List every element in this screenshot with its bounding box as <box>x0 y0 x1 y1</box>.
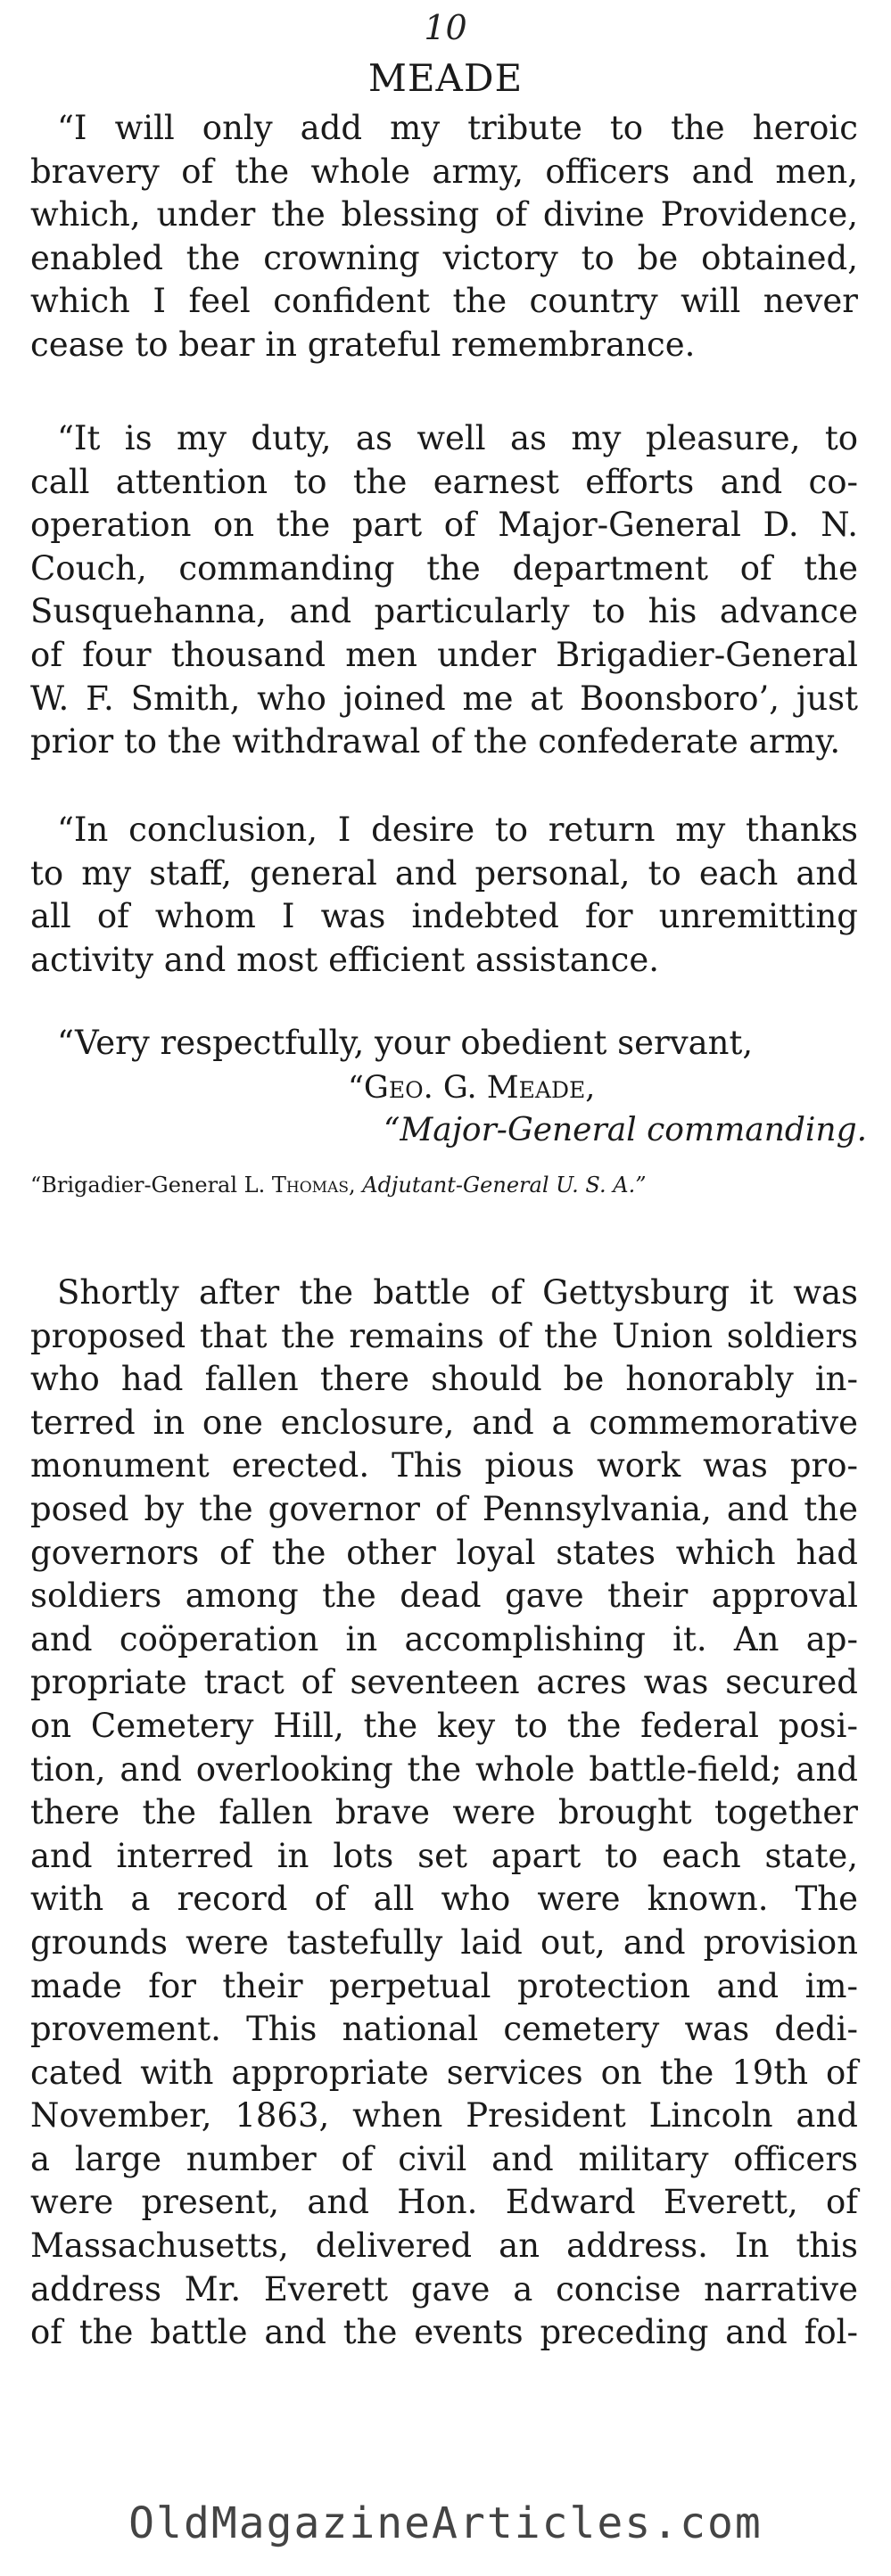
text-line: Susquehanna, and particularly to his advance <box>30 592 858 631</box>
text-line: which I feel confident the country will never <box>30 282 858 321</box>
text-line: made for their perpetual protection and im- <box>30 1966 858 2005</box>
running-header: MEADE <box>367 56 524 100</box>
text-line: soldiers among the dead gave their approval <box>30 1576 858 1616</box>
text-line: and interred in lots set apart to each state, <box>30 1836 858 1875</box>
text-line: November, 1863, when President Lincoln and <box>30 2096 858 2136</box>
text-line: posed by the governor of Pennsylvania, and the <box>30 1489 858 1528</box>
text-line: were present, and Hon. Edward Everett, of <box>30 2183 858 2222</box>
letter-paragraph-2 <box>30 417 858 764</box>
text-line: proposed that the remains of the Union soldiers <box>30 1316 858 1355</box>
text-line: cease to bear in grateful remembrance. <box>30 325 696 364</box>
text-line: “It is my duty, as well as my pleasure, to <box>57 419 858 457</box>
signature-name: “Geo. G. Meade, <box>348 1070 596 1106</box>
page-number: 10 <box>424 8 467 47</box>
text-line: tion, and overlooking the whole battle-field; and <box>30 1749 858 1789</box>
text-line: and coöperation in accomplishing it. An ap- <box>30 1619 858 1658</box>
text-line: there the fallen brave were brought together <box>30 1793 858 1832</box>
text-line: all of whom I was indebted for unremitting <box>30 897 858 936</box>
text-line: terred in one enclosure, and a commemorative <box>30 1403 858 1442</box>
text-line: address Mr. Everett gave a concise narrative <box>30 2269 858 2309</box>
text-line: a large number of civil and military officers <box>30 2139 858 2178</box>
text-line: enabled the crowning victory to be obtained, <box>30 238 858 277</box>
site-watermark: OldMagazineArticles.com <box>128 2498 763 2548</box>
text-line: propriate tract of seventeen acres was secured <box>30 1663 858 1702</box>
text-line: “I will only add my tribute to the heroic <box>57 109 858 147</box>
addressee-prefix: “Brigadier-General L. <box>30 1173 272 1197</box>
letter-addressee <box>30 1170 646 1200</box>
text-line: on Cemetery Hill, the key to the federal posi- <box>30 1706 858 1745</box>
text-line: which, under the blessing of divine Providence, <box>30 195 858 235</box>
text-line: W. F. Smith, who joined me at Boonsboro’, just <box>30 679 858 718</box>
text-line: Shortly after the battle of Gettysburg it was <box>57 1273 858 1312</box>
letter-closing <box>30 1022 858 1066</box>
text-line: who had fallen there should be honorably in- <box>30 1360 858 1399</box>
text-line: of four thousand men under Brigadier-General <box>30 635 858 674</box>
text-line: cated with appropriate services on the 19th of <box>30 2053 858 2092</box>
text-line: provement. This national cemetery was dedi- <box>30 2010 858 2049</box>
text-line: prior to the withdrawal of the confederate army. <box>30 722 841 761</box>
text-line: “Very respectfully, your obedient servant, <box>57 1024 754 1062</box>
text-line: “In conclusion, I desire to return my thanks <box>57 811 858 849</box>
text-line: with a record of all who were known. The <box>30 1880 858 1919</box>
letter-paragraph-1 <box>30 107 858 367</box>
text-line: to my staff, general and personal, to each and <box>30 853 858 893</box>
text-line: activity and most efficient assistance. <box>30 940 659 979</box>
addressee-title: Adjutant-General U. S. A.” <box>355 1173 647 1197</box>
narrative-paragraph <box>30 1272 858 2355</box>
text-line: bravery of the whole army, officers and men, <box>30 152 858 191</box>
text-line: call attention to the earnest efforts and co- <box>30 462 858 501</box>
text-line: Couch, commanding the department of the <box>30 548 858 588</box>
letter-paragraph-3 <box>30 809 858 982</box>
signature-title: “Major-General commanding. <box>384 1112 868 1148</box>
text-line: operation on the part of Major-General D. N. <box>30 506 858 545</box>
text-line: governors of the other loyal states which had <box>30 1533 858 1572</box>
addressee-name: Thomas, <box>271 1173 356 1197</box>
text-line: of the battle and the events preceding and fol- <box>30 2313 858 2352</box>
text-line: grounds were tastefully laid out, and provision <box>30 1922 858 1962</box>
text-line: Massachusetts, delivered an address. In this <box>30 2226 858 2266</box>
text-line: monument erected. This pious work was pro- <box>30 1446 858 1486</box>
